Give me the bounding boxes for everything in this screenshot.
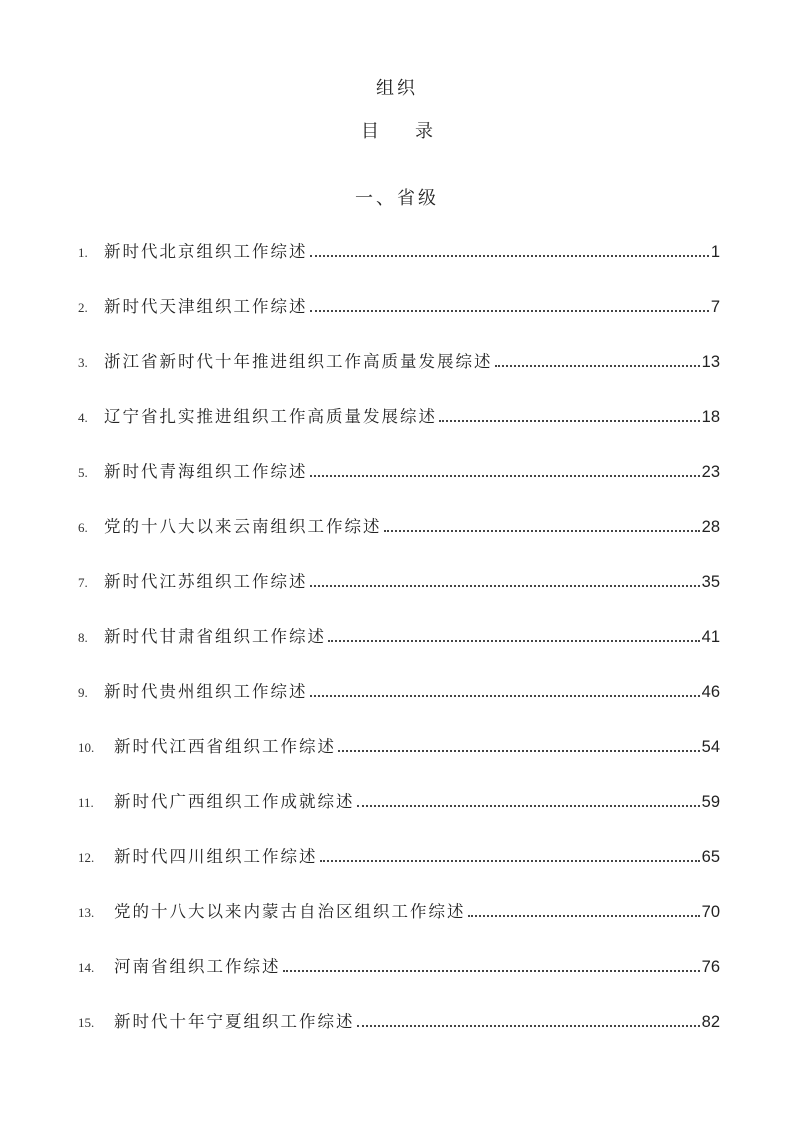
toc-entry-number: 8. [78, 630, 88, 645]
toc-entry-title: 党的十八大以来云南组织工作综述 [104, 517, 382, 536]
toc-entry[interactable] [78, 457, 720, 483]
toc-entry[interactable] [78, 292, 720, 318]
toc-entry-leader [384, 530, 700, 532]
toc-entry-number: 6. [78, 520, 88, 535]
toc-entry-leader [357, 805, 700, 807]
toc-entry-title: 新时代青海组织工作综述 [104, 462, 308, 481]
toc-entry-title: 党的十八大以来内蒙古自治区组织工作综述 [114, 902, 466, 921]
toc-entry-page: 41 [701, 628, 720, 646]
toc-entry-title: 新时代甘肃省组织工作综述 [104, 627, 326, 646]
toc-entry-number: 2. [78, 300, 88, 315]
toc-entry[interactable] [78, 347, 720, 373]
toc-entry-leader [310, 475, 700, 477]
toc-entry-page: 23 [701, 463, 720, 481]
toc-entry[interactable] [78, 512, 720, 538]
toc-entry[interactable] [78, 677, 720, 703]
toc-entry-leader [310, 255, 709, 257]
toc-entry-page: 70 [701, 903, 720, 921]
toc-entry-title: 新时代天津组织工作综述 [104, 297, 308, 316]
toc-entry-page: 46 [701, 683, 720, 701]
toc-entry-leader [310, 310, 709, 312]
toc-entry-title: 新时代四川组织工作综述 [114, 847, 318, 866]
toc-entry-leader [357, 1025, 700, 1027]
toc-entry-leader [495, 365, 700, 367]
toc-entry-leader [320, 860, 700, 862]
toc-entry-number: 9. [78, 685, 88, 700]
toc-entry-title: 新时代贵州组织工作综述 [104, 682, 308, 701]
toc-entry-title: 浙江省新时代十年推进组织工作高质量发展综述 [104, 352, 493, 371]
toc-entry-number: 7. [78, 575, 88, 590]
toc-entry-page: 35 [701, 573, 720, 591]
document-title: 组织 [376, 78, 418, 99]
toc-entry-number: 1. [78, 245, 88, 260]
toc-entry-leader [283, 970, 700, 972]
toc-entry-page: 7 [710, 298, 720, 316]
toc-entry-number: 5. [78, 465, 88, 480]
toc-entry-title: 新时代十年宁夏组织工作综述 [114, 1012, 355, 1031]
toc-entry-page: 82 [701, 1013, 720, 1031]
toc-entry-page: 13 [701, 353, 720, 371]
toc-entry[interactable] [78, 1007, 720, 1033]
toc-entry-leader [310, 695, 700, 697]
toc-entry-page: 59 [701, 793, 720, 811]
toc-entry[interactable] [78, 842, 720, 868]
toc-entry-leader [310, 585, 700, 587]
toc-entry-page: 28 [701, 518, 720, 536]
toc-entry[interactable] [78, 622, 720, 648]
toc-heading-right: 录 [415, 121, 433, 142]
toc-entry[interactable] [78, 787, 720, 813]
toc-entry-title: 新时代北京组织工作综述 [104, 242, 308, 261]
toc-entry-title: 新时代广西组织工作成就综述 [114, 792, 355, 811]
toc-entry-number: 12. [78, 850, 95, 865]
toc-entry-number: 3. [78, 355, 88, 370]
toc-entry-title: 新时代江苏组织工作综述 [104, 572, 308, 591]
toc-entry-leader [338, 750, 700, 752]
toc-entry[interactable] [78, 237, 720, 263]
toc-entry-number: 11. [78, 795, 94, 810]
toc-entry-number: 14. [78, 960, 95, 975]
toc-entry-leader [328, 640, 700, 642]
toc-entry-number: 15. [78, 1015, 95, 1030]
toc-entry-title: 河南省组织工作综述 [114, 957, 281, 976]
toc-entry[interactable] [78, 952, 720, 978]
toc-entry[interactable] [78, 897, 720, 923]
toc-entry-number: 13. [78, 905, 95, 920]
toc-entry-number: 10. [78, 740, 95, 755]
toc-entry-title: 辽宁省扎实推进组织工作高质量发展综述 [104, 407, 437, 426]
toc-entry[interactable] [78, 567, 720, 593]
section-heading: 一、省级 [355, 188, 439, 209]
toc-entry-leader [439, 420, 700, 422]
toc-entry-page: 76 [701, 958, 720, 976]
toc-entry-number: 4. [78, 410, 88, 425]
toc-entry-title: 新时代江西省组织工作综述 [114, 737, 336, 756]
toc-entry-page: 65 [701, 848, 720, 866]
toc-entry[interactable] [78, 402, 720, 428]
toc-heading-left: 目 [361, 121, 379, 142]
toc-entry-leader [468, 915, 700, 917]
toc-entry-page: 1 [710, 243, 720, 261]
toc-entry[interactable] [78, 732, 720, 758]
toc-entry-page: 54 [701, 738, 720, 756]
toc-entry-page: 18 [701, 408, 720, 426]
